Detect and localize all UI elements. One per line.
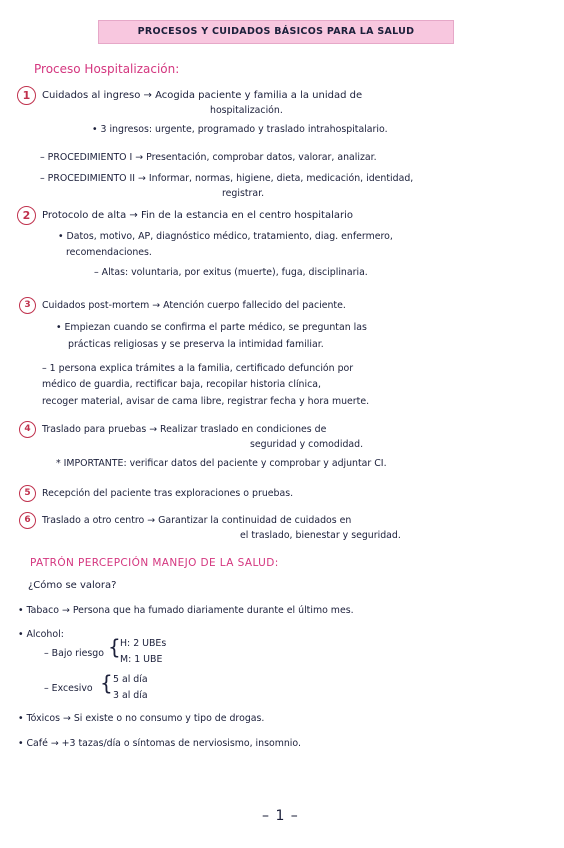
item-6-line-2: el traslado, bienestar y seguridad.: [240, 530, 401, 541]
item-2-line-1: Protocolo de alta → Fin de la estancia en el centro hospitalario: [42, 210, 354, 221]
brace-bajo: {: [108, 635, 121, 659]
alcohol-bajo-mujer: M: 1 UBE: [120, 654, 163, 665]
item-6-line-1: Traslado a otro centro → Garantizar la continuidad de cuidados en: [42, 515, 352, 526]
alcohol-bajo-riesgo: – Bajo riesgo: [44, 648, 104, 659]
item-1-bullet-ingresos: • 3 ingresos: urgente, programado y traslado intrahospitalario.: [92, 124, 388, 135]
item-cafe: • Café → +3 tazas/día o síntomas de nerviosismo, insomnio.: [18, 738, 301, 749]
alcohol-bajo-hombre: H: 2 UBEs: [120, 638, 167, 649]
item-1-line-1: Cuidados al ingreso → Acogida paciente y familia a la unidad de: [42, 90, 363, 101]
item-3-line-1: Cuidados post-mortem → Atención cuerpo fallecido del paciente.: [42, 300, 346, 311]
item-number-3: 3: [19, 297, 36, 314]
alcohol-excesivo: – Excesivo: [44, 683, 93, 694]
item-1-procedimiento-1: – PROCEDIMIENTO I → Presentación, comprobar datos, valorar, analizar.: [40, 152, 377, 163]
item-number-6: 6: [19, 512, 36, 529]
brace-excesivo: {: [100, 671, 113, 695]
section-heading-patron: PATRÓN PERCEPCIÓN MANEJO DE LA SALUD:: [30, 557, 279, 569]
alcohol-excesivo-5: 5 al día: [113, 674, 148, 685]
item-toxicos: • Tóxicos → Si existe o no consumo y tipo de drogas.: [18, 713, 265, 724]
item-4-importante: * IMPORTANTE: verificar datos del paciente y comprobar y adjuntar CI.: [56, 458, 387, 469]
section-heading-hospitalizacion: Proceso Hospitalización:: [34, 62, 180, 76]
item-number-5: 5: [19, 485, 36, 502]
item-3-dash-line-2: médico de guardia, rectificar baja, recopilar historia clínica,: [42, 379, 321, 390]
item-3-bullet-line-1: • Empiezan cuando se confirma el parte médico, se preguntan las: [56, 322, 367, 333]
item-3-dash-line-1: – 1 persona explica trámites a la familia, certificado defunción por: [42, 363, 354, 374]
item-3-bullet-line-2: prácticas religiosas y se preserva la intimidad familiar.: [68, 339, 324, 350]
alcohol-excesivo-3: 3 al día: [113, 690, 148, 701]
item-1-line-2: hospitalización.: [210, 105, 283, 116]
item-tabaco: • Tabaco → Persona que ha fumado diariamente durante el último mes.: [18, 605, 354, 616]
section-question: ¿Cómo se valora?: [28, 580, 117, 591]
item-1-procedimiento-2-cont: registrar.: [222, 188, 265, 199]
item-2-bullet-cont: recomendaciones.: [66, 247, 152, 258]
item-5-line-1: Recepción del paciente tras exploraciones o pruebas.: [42, 488, 294, 499]
item-number-4: 4: [19, 421, 36, 438]
item-4-line-1: Traslado para pruebas → Realizar traslado en condiciones de: [42, 424, 327, 435]
item-1-procedimiento-2: – PROCEDIMIENTO II → Informar, normas, higiene, dieta, medicación, identidad,: [40, 173, 414, 184]
item-2-altas: – Altas: voluntaria, por exitus (muerte), fuga, disciplinaria.: [94, 267, 368, 278]
item-number-2: 2: [17, 206, 36, 225]
item-4-line-2: seguridad y comodidad.: [250, 439, 364, 450]
page-number: – 1 –: [262, 808, 299, 824]
item-2-bullet-datos: • Datos, motivo, AP, diagnóstico médico, tratamiento, diag. enfermero,: [58, 231, 393, 242]
item-3-dash-line-3: recoger material, avisar de cama libre, registrar fecha y hora muerte.: [42, 396, 370, 407]
item-alcohol: • Alcohol:: [18, 629, 64, 640]
item-number-1: 1: [17, 86, 36, 105]
page-title: PROCESOS Y CUIDADOS BÁSICOS PARA LA SALUD: [98, 20, 454, 44]
